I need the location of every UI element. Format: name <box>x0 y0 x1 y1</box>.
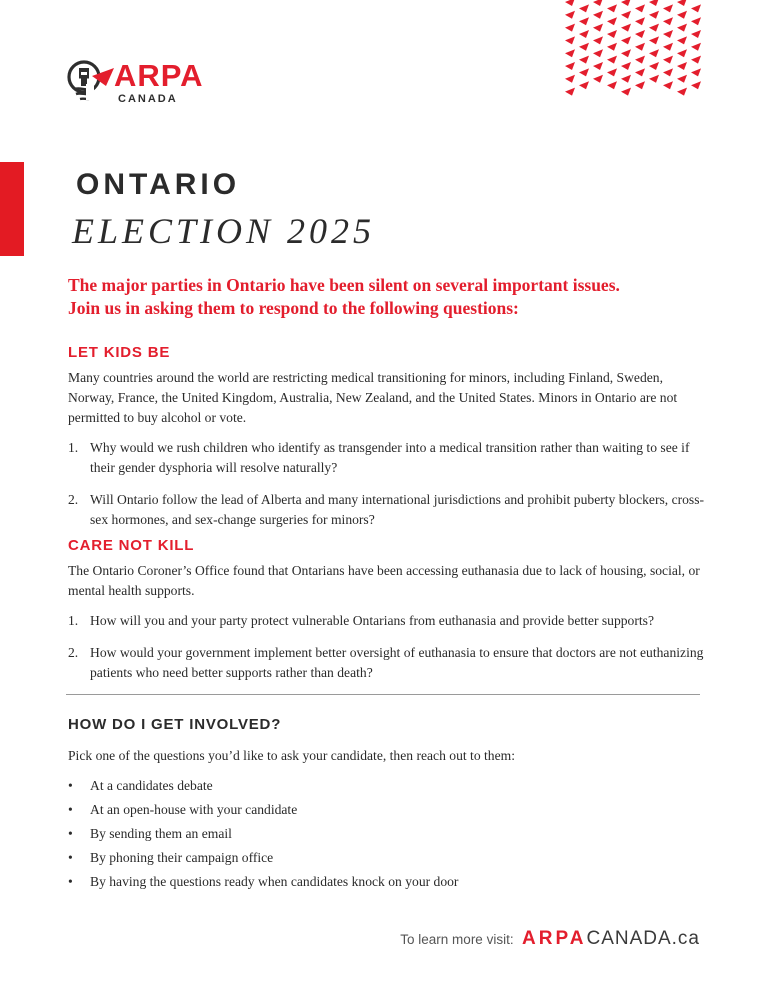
logo-wordmark: ARPA <box>114 58 204 93</box>
question-text: How would your government implement better oversight of euthanasia to ensure that doctors are not euthanizing patients who need better supports rather than death? <box>90 645 704 680</box>
red-accent-bar <box>0 162 24 256</box>
section-heading: HOW DO I GET INVOLVED? <box>68 716 282 733</box>
section-body: Pick one of the questions you’d like to ask your candidate, then reach out to them: <box>68 748 515 763</box>
list-item-text: At an open-house with your candidate <box>90 802 298 817</box>
section-get-involved <box>68 716 708 894</box>
question-list <box>68 611 708 683</box>
bullet-icon: • <box>68 850 73 865</box>
intro-line-2: Join us in asking them to respond to the following questions: <box>68 298 519 318</box>
list-item <box>68 798 708 822</box>
question-list <box>68 438 708 530</box>
question-number: 2. <box>68 492 79 507</box>
question-number: 1. <box>68 440 79 455</box>
list-item-text: By sending them an email <box>90 826 232 841</box>
intro-line-1: The major parties in Ontario have been silent on several important issues. <box>68 275 620 295</box>
list-item-text: At a candidates debate <box>90 778 213 793</box>
page-title: ONTARIO <box>76 168 241 201</box>
list-item <box>68 774 708 798</box>
question-item <box>68 490 708 530</box>
question-text: Why would we rush children who identify as transgender into a medical transition rather than waiting to see if their gender dysphoria will resolve naturally? <box>90 440 690 475</box>
question-number: 1. <box>68 613 79 628</box>
question-number: 2. <box>68 645 79 660</box>
section-body: The Ontario Coroner’s Office found that Ontarians have been accessing euthanasia due to lack of housing, social, or mental health supports. <box>68 563 700 598</box>
logo-subtitle: CANADA <box>118 93 178 105</box>
list-item-text: By phoning their campaign office <box>90 850 274 865</box>
lighthouse-icon <box>66 58 118 108</box>
section-let-kids-be <box>68 344 708 542</box>
footer-brand-text: ARPA <box>522 928 587 949</box>
bullet-icon: • <box>68 802 73 817</box>
question-item <box>68 438 708 478</box>
footer-domain-text: CANADA.ca <box>586 928 700 949</box>
section-body: Many countries around the world are restricting medical transitioning for minors, including Finland, Sweden, Norway, France, the United Kingdom, Australia, New Zealand, and the United States. Minors in Ontario are not permitted to buy alcohol or vote. <box>68 370 678 425</box>
arpa-canada-logo <box>66 58 206 108</box>
involvement-list <box>68 774 708 894</box>
page-subtitle: ELECTION 2025 <box>72 211 376 251</box>
list-item <box>68 822 708 846</box>
list-item-text: By having the questions ready when candidates knock on your door <box>90 874 459 889</box>
section-care-not-kill <box>68 537 708 695</box>
intro-text <box>68 274 708 320</box>
footer-lead-text: To learn more visit: <box>400 932 514 947</box>
footer-website-link[interactable] <box>400 929 700 948</box>
bullet-icon: • <box>68 874 73 889</box>
question-item <box>68 643 708 683</box>
section-heading: CARE NOT KILL <box>68 537 195 554</box>
question-text: How will you and your party protect vulnerable Ontarians from euthanasia and provide better supports? <box>90 613 654 628</box>
list-item <box>68 870 708 894</box>
red-triangle-pattern-icon <box>562 0 704 98</box>
section-heading: LET KIDS BE <box>68 344 171 361</box>
question-item <box>68 611 708 631</box>
section-divider <box>66 694 700 695</box>
bullet-icon: • <box>68 826 73 841</box>
bullet-icon: • <box>68 778 73 793</box>
question-text: Will Ontario follow the lead of Alberta and many international jurisdictions and prohibit puberty blockers, cross-sex hormones, and sex-change surgeries for minors? <box>90 492 705 527</box>
list-item <box>68 846 708 870</box>
